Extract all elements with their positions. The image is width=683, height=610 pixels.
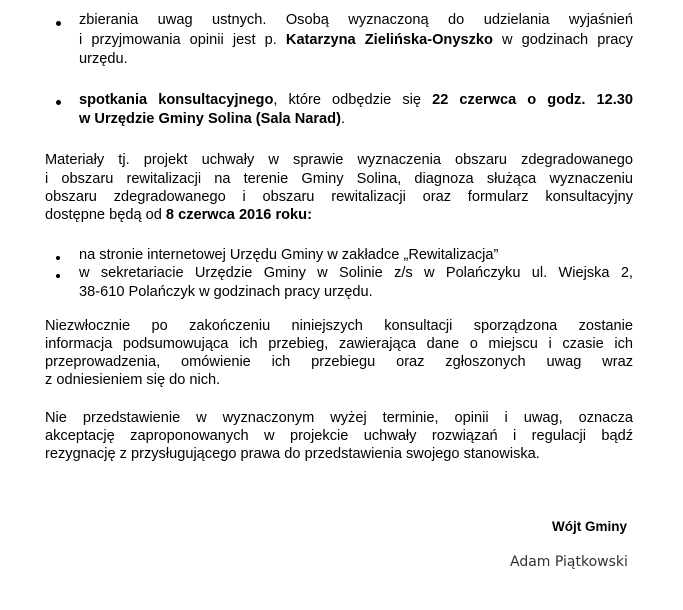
availability-date: 8 czerwca 2016 roku: xyxy=(165,207,312,223)
bullet-text-line xyxy=(79,92,633,109)
paragraph-line: przeprowadzenia, omówienie ich przebiegu oraz zgłoszonych uwag wraz xyxy=(45,354,633,370)
bullet-text-line xyxy=(79,32,633,49)
paragraph-line: obszaru zdegradowanego i obszaru rewitalizacji oraz formularz konsultacyjny xyxy=(45,189,633,205)
paragraph-line: i obszaru rewitalizacji na terenie Gminy Solina, diagnoza służąca wyznaczeniu xyxy=(45,171,633,187)
paragraph-line: rezygnację z przysługującego prawa do przedstawienia swojego stanowiska. xyxy=(45,446,540,462)
meeting-date: 22 czerwca o godz. 12.30 xyxy=(432,92,633,108)
paragraph-line: Nie przedstawienie w wyznaczonym wyżej terminie, opinii i uwag, oznacza xyxy=(45,410,633,426)
bullet-dot xyxy=(56,256,60,260)
person-name: Katarzyna Zielińska-Onyszko xyxy=(285,32,493,48)
bullet-text-line: na stronie internetowej Urzędu Gminy w zakładce „Rewitalizacja” xyxy=(79,247,499,263)
text-run: w godzinach pracy xyxy=(492,32,633,48)
bullet-text-line: 38-610 Polańczyk w godzinach pracy urzędu. xyxy=(79,284,373,300)
paragraph-line: Niezwłocznie po zakończeniu niniejszych konsultacji sporządzona zostanie xyxy=(45,318,633,334)
text-run: , które odbędzie się xyxy=(273,92,433,108)
bullet-dot xyxy=(56,21,61,26)
paragraph-line: Materiały tj. projekt uchwały w sprawie wyznaczenia obszaru zdegradowanego xyxy=(45,152,633,168)
meeting-place: w Urzędzie Gminy Solina (Sala Narad) xyxy=(79,111,341,127)
signature-name: Adam Piątkowski xyxy=(510,554,628,570)
bullet-dot xyxy=(56,274,60,278)
bullet-dot xyxy=(56,100,61,105)
paragraph-line: z odniesieniem się do nich. xyxy=(45,372,221,388)
paragraph-line xyxy=(45,207,312,224)
paragraph-line: informacja podsumowująca ich przebieg, zawierająca dane o miejscu i czasie ich xyxy=(45,336,633,352)
text-run: . xyxy=(340,111,346,127)
text-run: dostępne będą od xyxy=(45,207,166,223)
bullet-text-line: urzędu. xyxy=(79,51,128,67)
text-run: i przyjmowania opinii jest p. xyxy=(79,32,286,48)
bullet-text-line: zbierania uwag ustnych. Osobą wyznaczoną do udzielania wyjaśnień xyxy=(79,12,633,28)
bullet-text-line: w sekretariacie Urzędzie Gminy w Solinie z/s w Polańczyku ul. Wiejska 2, xyxy=(79,265,633,281)
signature-title: Wójt Gminy xyxy=(552,519,627,534)
text-run-bold: spotkania konsultacyjnego xyxy=(79,92,274,108)
paragraph-line: akceptację zaproponowanych w projekcie uchwały rozwiązań i regulacji bądź xyxy=(45,428,633,444)
bullet-text-line xyxy=(79,111,345,128)
